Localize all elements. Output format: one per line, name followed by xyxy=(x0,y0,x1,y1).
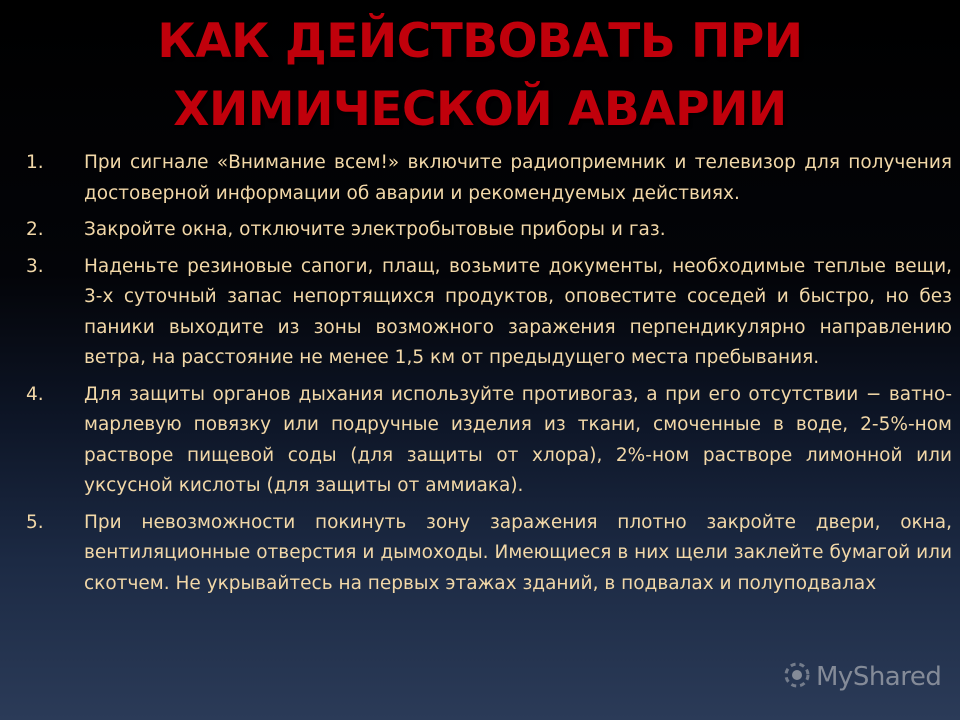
list-item-text: Наденьте резиновые сапоги, плащ, возьмите документы, необходимые теплые вещи, 3-х суточный запас непортящихся продуктов, оповестите соседей и быстро, но без паники выходите из зоны возможного заражения перпендикулярно направлению ветра, на расстояние не менее 1,5 км от предыдущего места пребывания. xyxy=(84,255,952,368)
list-item-text: Закройте окна, отключите электробытовые приборы и газ. xyxy=(84,219,666,240)
myshared-logo-icon xyxy=(782,660,812,690)
list-item xyxy=(26,148,952,209)
list-item-text: При невозможности покинуть зону заражения плотно закройте двери, окна, вентиляционные отверстия и дымоходы. Имеющиеся в них щели заклейте бумагой или скотчем. Не укрывайтесь на первых этажах зданий, в подвалах и полуподвалах xyxy=(84,511,952,594)
watermark xyxy=(782,660,941,692)
list-item-number: 1. xyxy=(26,152,44,173)
instructions-list xyxy=(26,148,952,605)
watermark-text: MyShared xyxy=(816,662,942,692)
list-item-number: 5. xyxy=(26,511,44,533)
slide-title-line-1: КАК ДЕЙСТВОВАТЬ ПРИ xyxy=(157,14,803,69)
list-item-text: Для защиты органов дыхания используйте противогаз, а при его отсутствии − ватно-марлевую повязку или подручные изделия из ткани, смоченные в воде, 2-5%-ном растворе пищевой соды (для защиты от хлора), 2%-ном растворе лимонной или уксусной кислоты (для защиты от аммиака). xyxy=(84,383,952,496)
slide-title xyxy=(0,8,960,144)
list-item xyxy=(26,215,952,246)
list-item-number: 2. xyxy=(26,219,44,240)
slide-title-line-2: ХИМИЧЕСКОЙ АВАРИИ xyxy=(173,82,787,137)
list-item-number: 3. xyxy=(26,255,44,277)
list-item xyxy=(26,380,952,502)
list-item xyxy=(26,252,952,374)
list-item-number: 4. xyxy=(26,383,44,405)
list-item xyxy=(26,508,952,600)
list-item-text: При сигнале «Внимание всем!» включите радиоприемник и телевизор для получения достоверной информации об аварии и рекомендуемых действиях. xyxy=(84,152,952,204)
